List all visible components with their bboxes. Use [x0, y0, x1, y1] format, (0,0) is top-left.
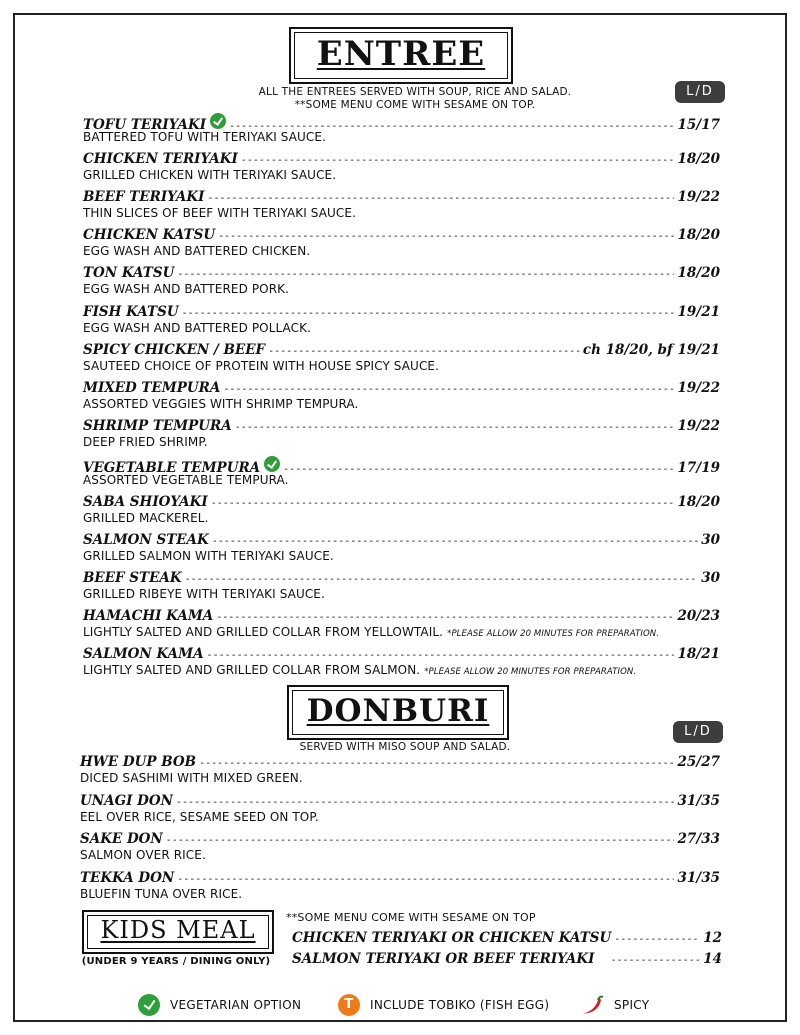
kids-item: [292, 951, 722, 969]
donburi-item-description-text: BLUEFIN TUNA OVER RICE.: [80, 887, 243, 902]
entree-item-description: [83, 321, 311, 335]
entree-item-price: 17/19: [677, 459, 720, 476]
donburi-item-description: [80, 848, 206, 862]
entree-item-description-text: GRILLED SALMON WITH TERIYAKI SAUCE.: [83, 549, 334, 564]
donburi-item-line: [80, 793, 720, 811]
entree-item-line: [83, 494, 720, 512]
entree-item-description-text: GRILLED CHICKEN WITH TERIYAKI SAUCE.: [83, 168, 337, 183]
chili-pepper-icon: [578, 994, 604, 1016]
kids-item: [292, 930, 722, 948]
entree-item: [0, 456, 800, 494]
donburi-item-leader: [176, 797, 675, 808]
entree-item-price: 19/22: [677, 417, 720, 434]
entree-lunch-dinner-badge: L/D: [675, 81, 725, 103]
kids-item-leader: [610, 955, 700, 966]
entree-item-description-text: THIN SLICES OF BEEF WITH TERIYAKI SAUCE.: [83, 206, 356, 221]
entree-item-name: CHICKEN TERIYAKI: [83, 151, 238, 168]
donburi-item-line: [80, 831, 720, 849]
entree-item-name: CHICKEN KATSU: [83, 227, 216, 244]
kids-title-box: [82, 910, 274, 954]
entree-item-name: VEGETABLE TEMPURA: [83, 459, 261, 476]
entree-item-description: [83, 130, 326, 144]
entree-item-name: SALMON STEAK: [83, 532, 209, 549]
entree-item-name: BEEF TERIYAKI: [83, 189, 205, 206]
entree-item-description: [83, 359, 439, 373]
entree-item: [0, 380, 800, 418]
entree-item-description: [83, 663, 636, 677]
veg-check-icon: [138, 994, 160, 1016]
donburi-title: DONBURI: [306, 693, 490, 729]
entree-item-leader: [218, 231, 674, 242]
entree-item-line: [83, 456, 720, 474]
entree-item-line: [83, 151, 720, 169]
entree-item-name: MIXED TEMPURA: [83, 379, 221, 396]
entree-item-name: SABA SHIOYAKI: [83, 494, 208, 510]
entree-item-line: [83, 304, 720, 322]
entree-item-description: [83, 587, 325, 601]
donburi-item: [0, 870, 800, 908]
entree-item-line: [83, 532, 720, 550]
entree-item-line: [83, 227, 720, 245]
entree-item-description-text: LIGHTLY SALTED AND GRILLED COLLAR FROM SALMON.: [83, 663, 421, 678]
entree-sesame-note: **SOME MENU COME WITH SESAME ON TOP.: [294, 99, 536, 111]
donburi-item: [0, 754, 800, 792]
entree-item-name: FISH KATSU: [83, 303, 179, 320]
entree-item-price: 19/22: [677, 379, 720, 396]
entree-item-leader: [212, 536, 698, 547]
entree-item-description: [83, 397, 358, 411]
legend-spicy: [578, 993, 649, 1017]
entree-item-price: 18/21: [677, 646, 720, 663]
entree-item-leader: [216, 612, 674, 623]
entree-item-price: 15/17: [677, 117, 720, 133]
kids-title: KIDS MEAL: [100, 916, 256, 944]
entree-item: [0, 227, 800, 265]
entree-item-price: 19/22: [677, 189, 720, 206]
legend-tobiko-label: INCLUDE TOBIKO (FISH EGG): [370, 998, 550, 1012]
kids-item-name: SALMON TERIYAKI OR BEEF TERIYAKI: [292, 951, 595, 967]
entree-item-name: BEEF STEAK: [83, 570, 182, 587]
kids-sesame-note: **SOME MENU COME WITH SESAME ON TOP: [286, 911, 536, 924]
donburi-item-name: HWE DUP BOB: [80, 754, 197, 770]
entree-item-line: [83, 570, 720, 588]
entree-item-price: ch 18/20, bf 19/21: [582, 341, 720, 358]
veg-check-icon: [210, 113, 226, 129]
donburi-item-description: [80, 771, 303, 785]
entree-item-line: [83, 646, 720, 664]
entree-item-description: [83, 244, 310, 258]
kids-item-price: 12: [703, 930, 722, 946]
entree-item-name: SALMON KAMA: [83, 646, 204, 663]
donburi-item-price: 31/35: [677, 870, 720, 887]
entree-item-leader: [207, 650, 675, 661]
entree-item-leader: [185, 574, 699, 585]
donburi-item-description-text: EEL OVER RICE, SESAME SEED ON TOP.: [80, 809, 319, 824]
entree-item-description-text: ASSORTED VEGGIES WITH SHRIMP TEMPURA.: [83, 396, 359, 411]
entree-item-line: [83, 113, 720, 131]
entree-item-leader: [283, 464, 674, 475]
donburi-item-price: 27/33: [677, 831, 720, 848]
donburi-item-name: SAKE DON: [80, 831, 163, 848]
donburi-serving-note: SERVED WITH MISO SOUP AND SALAD.: [299, 741, 511, 753]
entree-item-description: [83, 168, 336, 182]
kids-item-name: CHICKEN TERIYAKI OR CHICKEN KATSU: [292, 930, 612, 946]
donburi-item: [0, 793, 800, 831]
entree-item-description: [83, 282, 289, 296]
entree-item-line: [83, 380, 720, 398]
entree-item-leader: [268, 346, 580, 357]
donburi-item-line: [80, 870, 720, 888]
entree-item-leader: [182, 308, 675, 319]
entree-item-price: 19/21: [677, 303, 720, 320]
entree-item-description: [83, 549, 334, 563]
entree-item-description-text: DEEP FRIED SHRIMP.: [83, 434, 208, 449]
entree-item-price: 18/20: [677, 227, 720, 244]
entree-item-price: 30: [701, 570, 720, 587]
entree-item: [0, 646, 800, 684]
donburi-item-name: TEKKA DON: [80, 870, 175, 887]
donburi-lunch-dinner-badge: L/D: [673, 721, 723, 743]
entree-item: [0, 570, 800, 608]
entree-serving-note: ALL THE ENTREES SERVED WITH SOUP, RICE AND SALAD.: [258, 86, 572, 98]
entree-item-leader: [207, 193, 674, 204]
donburi-item-price: 25/27: [677, 754, 720, 770]
entree-item-line: [83, 189, 720, 207]
entree-item: [0, 265, 800, 303]
donburi-item-leader: [166, 835, 675, 846]
entree-item-name: TOFU TERIYAKI: [83, 117, 207, 133]
donburi-item-name: UNAGI DON: [80, 792, 173, 809]
entree-item-price: 18/20: [677, 265, 720, 282]
entree-item-price: 30: [701, 532, 720, 549]
entree-item-description: [83, 625, 659, 639]
entree-item-line: [83, 265, 720, 283]
donburi-item: [0, 831, 800, 869]
tobiko-t-icon: T: [338, 994, 360, 1016]
entree-item-line: [83, 608, 720, 626]
donburi-item-leader: [177, 874, 674, 885]
entree-title-box: [289, 27, 513, 84]
legend-tobiko: [338, 993, 549, 1017]
entree-title: ENTREE: [316, 34, 486, 74]
entree-item-name: HAMACHI KAMA: [83, 608, 214, 625]
entree-item-leader: [241, 155, 675, 166]
entree-item-description-text: BATTERED TOFU WITH TERIYAKI SAUCE.: [83, 130, 326, 144]
entree-item: [0, 342, 800, 380]
entree-item-leader: [211, 498, 675, 509]
kids-age-note: (UNDER 9 YEARS / DINING ONLY): [81, 956, 271, 967]
entree-item-prep-note: *PLEASE ALLOW 20 MINUTES FOR PREPARATION.: [424, 667, 637, 678]
entree-item-description-text: LIGHTLY SALTED AND GRILLED COLLAR FROM YELLOWTAIL.: [83, 625, 444, 640]
entree-item: [0, 113, 800, 151]
kids-item-leader: [614, 934, 700, 945]
donburi-item-line: [80, 754, 720, 772]
entree-item-name: SHRIMP TEMPURA: [83, 417, 232, 434]
entree-item-description: [83, 435, 208, 449]
entree-item-description: [83, 206, 356, 220]
entree-item-description-text: ASSORTED VEGETABLE TEMPURA.: [83, 472, 289, 487]
entree-item-description-text: EGG WASH AND BATTERED CHICKEN.: [83, 244, 311, 259]
entree-item-description: [83, 473, 289, 487]
entree-item: [0, 532, 800, 570]
donburi-item-description: [80, 810, 319, 824]
donburi-item-description: [80, 887, 242, 901]
entree-item-price: 20/23: [677, 608, 720, 625]
entree-item-description-text: EGG WASH AND BATTERED POLLACK.: [83, 320, 312, 335]
entree-item-prep-note: *PLEASE ALLOW 20 MINUTES FOR PREPARATION.: [447, 629, 660, 640]
legend-vegetarian: [138, 993, 301, 1017]
entree-item-description-text: SAUTEED CHOICE OF PROTEIN WITH HOUSE SPICY SAUCE.: [83, 358, 440, 373]
donburi-item-leader: [199, 758, 674, 769]
veg-check-icon: [264, 456, 280, 472]
kids-item-price: 14: [703, 951, 722, 967]
donburi-item-description-text: SALMON OVER RICE.: [80, 848, 206, 863]
entree-item: [0, 418, 800, 456]
legend-spicy-label: SPICY: [614, 998, 650, 1012]
donburi-title-box: [287, 685, 509, 740]
entree-item-price: 18/20: [677, 494, 720, 510]
legend-vegetarian-label: VEGETARIAN OPTION: [170, 998, 302, 1012]
entree-item: [0, 304, 800, 342]
entree-item-leader: [177, 269, 674, 280]
entree-item-description-text: EGG WASH AND BATTERED PORK.: [83, 282, 290, 297]
entree-item-leader: [235, 422, 675, 433]
entree-item-description-text: GRILLED RIBEYE WITH TERIYAKI SAUCE.: [83, 587, 325, 602]
donburi-item-price: 31/35: [677, 792, 720, 809]
entree-item-name: TON KATSU: [83, 265, 175, 282]
entree-item: [0, 608, 800, 646]
entree-item-description-text: GRILLED MACKEREL.: [83, 511, 209, 525]
entree-item-line: [83, 342, 720, 360]
entree-item-description: [83, 511, 209, 525]
entree-item: [0, 151, 800, 189]
entree-item-price: 18/20: [677, 151, 720, 168]
entree-item-leader: [223, 384, 674, 395]
entree-item-name: SPICY CHICKEN / BEEF: [83, 341, 266, 358]
donburi-item-description-text: DICED SASHIMI WITH MIXED GREEN.: [80, 771, 303, 785]
entree-item: [0, 494, 800, 532]
entree-item: [0, 189, 800, 227]
entree-item-line: [83, 418, 720, 436]
